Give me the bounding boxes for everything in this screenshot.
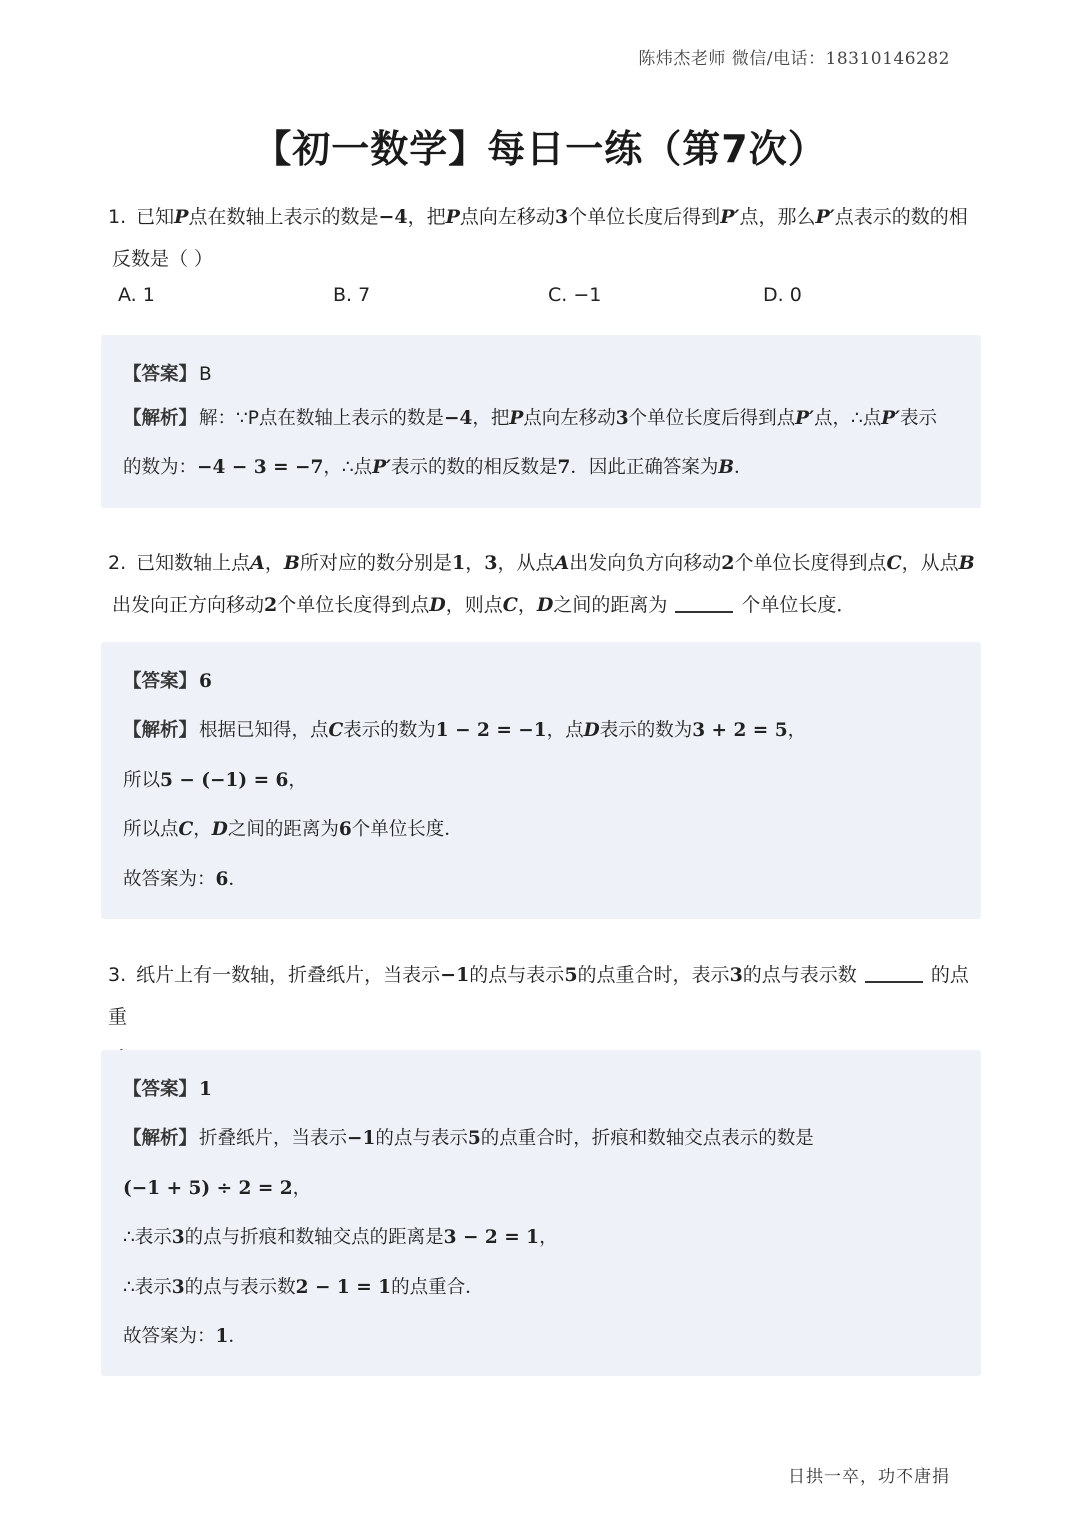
text: 出发向正方向移动 (112, 594, 265, 616)
text: 个单位长度后得到 (568, 206, 721, 228)
math: P′ (720, 206, 740, 228)
answer-blank[interactable] (675, 589, 733, 613)
text: ． (734, 457, 753, 478)
text: ， (787, 720, 807, 741)
math: P (445, 206, 460, 228)
text: 点表示的数的相 (834, 206, 968, 228)
text: 个单位长度得到点 (277, 594, 430, 616)
text: 折叠纸片，当表示 (199, 1128, 348, 1149)
page-title: 【初一数学】每日一练（第7次） (253, 127, 827, 171)
math: B (283, 552, 300, 574)
math: 3 (171, 1277, 185, 1298)
text: ∴表示 (123, 1277, 172, 1298)
math: −4 (378, 206, 408, 228)
text: 故答案为： (123, 869, 216, 890)
analysis-row (123, 766, 961, 792)
question-1-options (118, 284, 978, 306)
text: ，则点 (445, 594, 503, 616)
math: −1 (347, 1128, 376, 1149)
math: D (583, 720, 600, 741)
text: ， (465, 552, 485, 574)
answer-box-2 (101, 642, 981, 919)
math: 5 (467, 1128, 481, 1149)
text: 所以 (123, 770, 161, 791)
math: 7 (557, 457, 571, 478)
question-2-line-1 (108, 542, 983, 584)
math: 3 − 2 = 1 (443, 1227, 540, 1248)
text: 点在数轴上表示的数是 (188, 206, 379, 228)
analysis-label: 【解析】 (123, 720, 198, 741)
analysis-row (123, 1273, 961, 1299)
text: 的点与折痕和数轴交点的距离是 (184, 1227, 444, 1248)
text: ． (228, 1326, 247, 1347)
text: 表示的数的相反数是 (390, 457, 558, 478)
text: ． (228, 869, 247, 890)
text: ， (517, 594, 537, 616)
math: 5 − (−1) = 6 (160, 770, 289, 791)
math: −4 − 3 = −7 (197, 457, 324, 478)
teacher-contact: 陈炜杰老师 微信/电话：18310146282 (638, 49, 950, 69)
math: 5 (564, 964, 578, 986)
answer-label: 【答案】 (123, 364, 198, 385)
text: 点向左移动 (459, 206, 555, 228)
text: 的点与表示数 (184, 1277, 296, 1298)
text: 的点重 (108, 964, 969, 1028)
question-1-line-1 (108, 196, 983, 238)
text: 出发向负方向移动 (569, 552, 722, 574)
text: 所以点 (123, 819, 179, 840)
math: 3 (171, 1227, 185, 1248)
math: P (509, 408, 524, 429)
question-number: 1. (108, 206, 127, 228)
text: 的点与表示数 (742, 964, 857, 986)
math: 2 (721, 552, 735, 574)
question-number: 2. (108, 552, 127, 574)
answer-value: 6 (199, 671, 212, 692)
text: 个单位长度． (351, 819, 463, 840)
math: P (174, 206, 189, 228)
analysis-label: 【解析】 (123, 1128, 198, 1149)
question-2 (108, 542, 983, 626)
math: 2 (264, 594, 278, 616)
text: 已知数轴上点 (136, 552, 251, 574)
text: 所对应的数分别是 (299, 552, 452, 574)
text: 个单位长度． (741, 594, 856, 616)
option-c[interactable]: C. −1 (548, 284, 602, 306)
text: ，从点 (497, 552, 555, 574)
text: 纸片上有一数轴，折叠纸片，当表示 (136, 964, 441, 986)
answer-label: 【答案】 (123, 671, 198, 692)
math: −1 (440, 964, 470, 986)
option-a[interactable]: A. 1 (118, 284, 155, 306)
math: 2 − 1 = 1 (295, 1277, 392, 1298)
math: (−1 + 5) ÷ 2 = 2 (123, 1178, 293, 1199)
question-3-line-1 (108, 954, 983, 1038)
analysis-row (123, 453, 961, 479)
math: D (211, 819, 228, 840)
math: P′ (372, 457, 391, 478)
footer-motto: 日拱一卒，功不唐捐 (788, 1467, 950, 1487)
analysis-row (123, 1223, 961, 1249)
answer-value: 1 (199, 1079, 212, 1100)
text: ．因此正确答案为 (570, 457, 719, 478)
analysis-row (123, 1322, 961, 1348)
text: 之间的距离为 (553, 594, 668, 616)
math: 3 (729, 964, 743, 986)
text: 的点重合时，折痕和数轴交点表示的数是 (480, 1128, 814, 1149)
text: 点向左移动 (523, 408, 616, 429)
analysis-label: 【解析】 (123, 408, 198, 429)
math: 3 + 2 = 5 (692, 720, 788, 741)
text: ， (292, 1178, 312, 1199)
text: 之间的距离为 (227, 819, 339, 840)
text: 点，那么 (739, 206, 816, 228)
math: 3 (554, 206, 569, 228)
math: D (429, 594, 446, 616)
text: 点， (813, 408, 851, 429)
text: ， (539, 1227, 558, 1248)
text: 根据已知得，点 (199, 720, 329, 741)
math: 1 − 2 = −1 (435, 720, 547, 741)
analysis-row (123, 865, 961, 891)
answer-row (123, 1075, 961, 1101)
answer-row (123, 667, 961, 693)
text: ， (264, 552, 284, 574)
math: 3 (484, 552, 498, 574)
text: 的点与表示 (375, 1128, 468, 1149)
answer-blank[interactable] (865, 959, 923, 983)
text: ， (193, 819, 212, 840)
math: 6 (215, 869, 229, 890)
math: D (536, 594, 554, 616)
math: 6 (338, 819, 352, 840)
text: ∴表示 (123, 1227, 172, 1248)
question-2-line-2 (112, 584, 983, 626)
math: 3 (615, 408, 629, 429)
text: 已知 (136, 206, 175, 228)
analysis-row (123, 815, 961, 841)
analysis-row (123, 1124, 961, 1150)
math: C (886, 552, 902, 574)
math: 1 (215, 1326, 229, 1347)
answer-box-3 (101, 1050, 981, 1376)
math: C (178, 819, 194, 840)
answer-box-1 (101, 335, 981, 508)
math: B (958, 552, 975, 574)
text: 表示的数为 (599, 720, 693, 741)
text: ，点 (546, 720, 584, 741)
math: −4 (443, 408, 473, 429)
text: 表示 (900, 408, 938, 429)
text: ，∴点 (323, 457, 373, 478)
question-1 (108, 196, 983, 280)
analysis-row (123, 1174, 961, 1200)
text: 的点与表示 (469, 964, 565, 986)
text: 的点重合时，表示 (577, 964, 730, 986)
text: 个单位长度后得到点 (628, 408, 796, 429)
math: C (502, 594, 518, 616)
math: B (718, 457, 735, 478)
question-1-line-2: 反数是（ ） (112, 248, 214, 270)
analysis-row (123, 404, 961, 430)
math: A (554, 552, 570, 574)
math: P′ (795, 408, 814, 429)
option-b[interactable]: B. 7 (333, 284, 371, 306)
text: ，把 (472, 408, 510, 429)
text: ， (288, 770, 307, 791)
text: 的点重合． (391, 1277, 484, 1298)
math: C (328, 720, 344, 741)
math: 1 (452, 552, 466, 574)
answer-label: 【答案】 (123, 1079, 198, 1100)
text: 解：∵P点在数轴上表示的数是 (199, 408, 444, 429)
math: P′ (815, 206, 835, 228)
analysis-row (123, 716, 961, 742)
text: 表示的数为 (343, 720, 436, 741)
text: ，把 (407, 206, 446, 228)
answer-value: B (199, 364, 212, 385)
text: 个单位长度得到点 (734, 552, 887, 574)
text: 的数为： (123, 457, 198, 478)
math: P′ (881, 408, 901, 429)
text: ∴点 (850, 408, 882, 429)
option-d[interactable]: D. 0 (763, 284, 802, 306)
math: A (250, 552, 265, 574)
answer-row (123, 360, 961, 386)
question-number: 3. (108, 964, 127, 986)
text: 故答案为： (123, 1326, 216, 1347)
text: ，从点 (901, 552, 959, 574)
